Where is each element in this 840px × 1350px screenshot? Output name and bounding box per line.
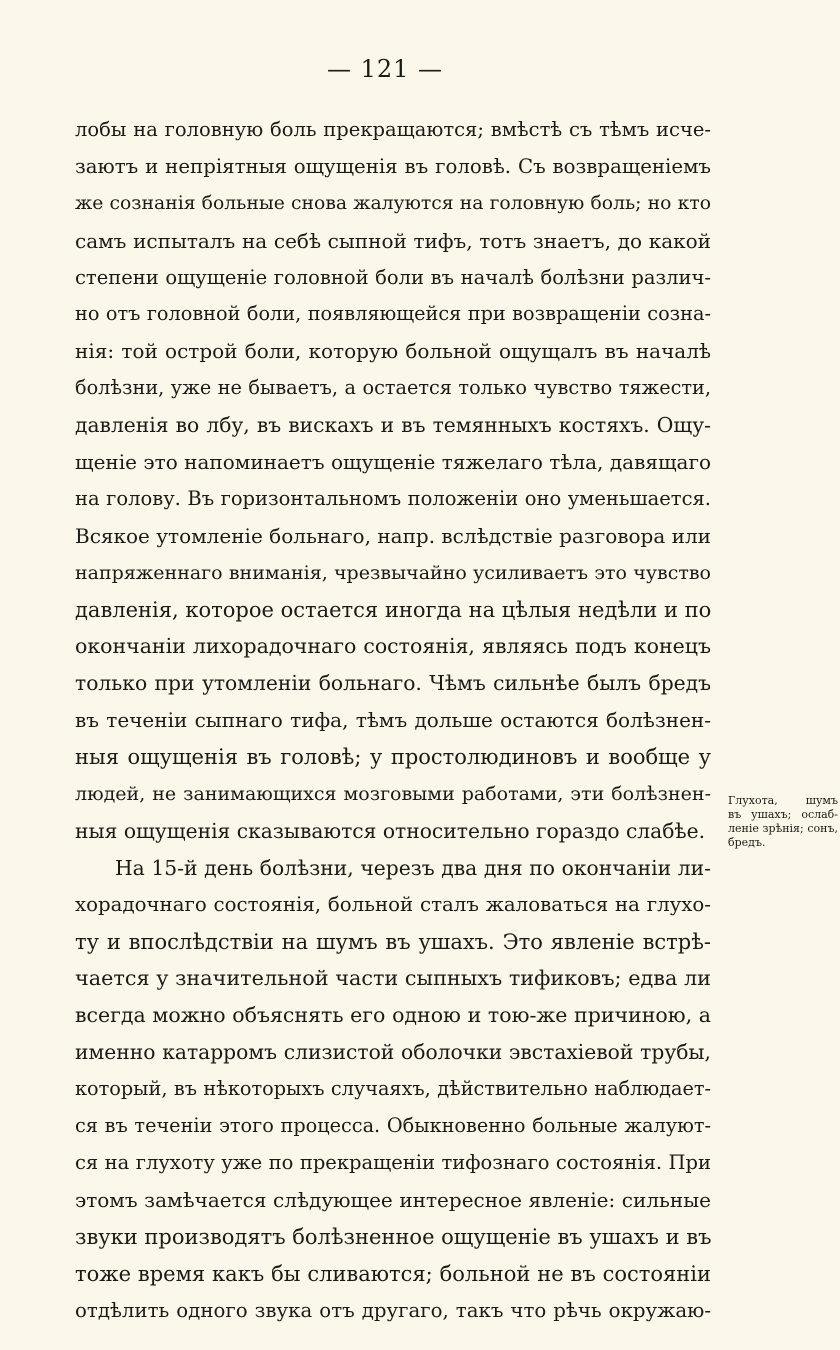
text-line: заютъ и непріятныя ощущенія въ головѣ. Съ возвращеніемъ xyxy=(75,154,711,178)
text-line: ту и впослѣдствіи на шумъ въ ушахъ. Это явленіе встрѣ- xyxy=(75,929,711,954)
text-line: На 15-й день болѣзни, черезъ два дня по окончаніи ли- xyxy=(115,855,711,880)
text-line: давленія, которое остается иногда на цѣлыя недѣли и по xyxy=(75,597,712,622)
text-line: на голову. Въ горизонтальномъ положеніи оно уменьшается. xyxy=(75,486,711,510)
text-line: напряженнаго вниманія, чрезвычайно усиливаетъ это чувство xyxy=(75,561,711,584)
paragraph-1 xyxy=(75,112,711,850)
text-line: давленія во лбу, въ вискахъ и въ темянныхъ костяхъ. Ощу- xyxy=(75,413,711,438)
text-line: звуки производятъ болѣзненное ощущеніе въ ушахъ и въ xyxy=(75,1224,712,1249)
paragraph-2 xyxy=(75,850,711,1330)
marginal-note xyxy=(728,794,838,850)
text-line: болѣзни, уже не бываетъ, а остается только чувство тяжести, xyxy=(75,376,711,400)
text-line: лобы на головную боль прекращаются; вмѣстѣ съ тѣмъ исче- xyxy=(75,118,711,141)
text-line: въ теченіи сыпнаго тифа, тѣмъ дольше остаются болѣзнен- xyxy=(75,708,711,733)
text-line: тоже время какъ бы сливаются; больной не въ состояніи xyxy=(75,1261,711,1286)
text-line: только при утомленіи больнаго. Чѣмъ сильнѣе былъ бредъ xyxy=(75,671,711,696)
text-line: окончаніи лихорадочнаго состоянія, являясь подъ конецъ xyxy=(75,634,711,659)
text-line: же сознанія больные снова жалуются на головную боль; но кто xyxy=(75,192,711,214)
text-line: но отъ головной боли, появляющейся при возвращеніи созна- xyxy=(75,302,711,326)
text-line: всегда можно объяснять его одною и тою-же причиною, а xyxy=(75,1003,711,1028)
marginal-note-line: въ ушахъ; ослаб- xyxy=(728,808,838,821)
marginal-note-line: бредъ. xyxy=(728,836,766,849)
text-line: именно катарромъ слизистой оболочки эвстахіевой трубы, xyxy=(75,1040,711,1065)
text-line: людей, не занимающихся мозговыми работами, эти болѣзнен- xyxy=(75,783,711,806)
text-line: чается у значительной части сыпныхъ тификовъ; едва ли xyxy=(75,966,711,991)
text-line: ныя ощущенія сказываются относительно гораздо слабѣе. xyxy=(75,818,706,843)
text-line: Всякое утомленіе больнаго, напр. вслѣдствіе разговора или xyxy=(75,523,711,548)
text-line: ся въ теченіи этого процесса. Обыкновенно больные жалуют- xyxy=(75,1114,711,1138)
text-line: отдѣлить одного звука отъ другаго, такъ что рѣчь окружаю- xyxy=(75,1298,711,1322)
text-line: нія: той острой боли, которую больной ощущалъ въ началѣ xyxy=(75,339,711,364)
text-line: хорадочнаго состоянія, больной сталъ жаловаться на глухо- xyxy=(75,892,711,916)
marginal-note-line: леніе зрѣнія; сонъ, xyxy=(728,822,838,835)
marginal-note-line: Глухота, шумъ xyxy=(728,794,838,807)
text-line: который, въ нѣкоторыхъ случаяхъ, дѣйствительно наблюдает- xyxy=(75,1077,711,1101)
page-number: — 121 — xyxy=(326,55,444,83)
text-line: щеніе это напоминаетъ ощущеніе тяжелаго тѣла, давящаго xyxy=(75,450,711,475)
text-line: ся на глухоту уже по прекращеніи тифознаго состоянія. При xyxy=(75,1150,711,1174)
text-line: самъ испыталъ на себѣ сыпной тифъ, тотъ знаетъ, до какой xyxy=(75,228,711,253)
text-line: ныя ощущенія въ головѣ; у простолюдиновъ и вообще у xyxy=(75,745,711,770)
text-line: этомъ замѣчается слѣдующее интересное явленіе: сильные xyxy=(75,1187,711,1212)
body-text xyxy=(75,112,711,1329)
text-line: степени ощущеніе головной боли въ началѣ болѣзни различ- xyxy=(75,265,711,289)
